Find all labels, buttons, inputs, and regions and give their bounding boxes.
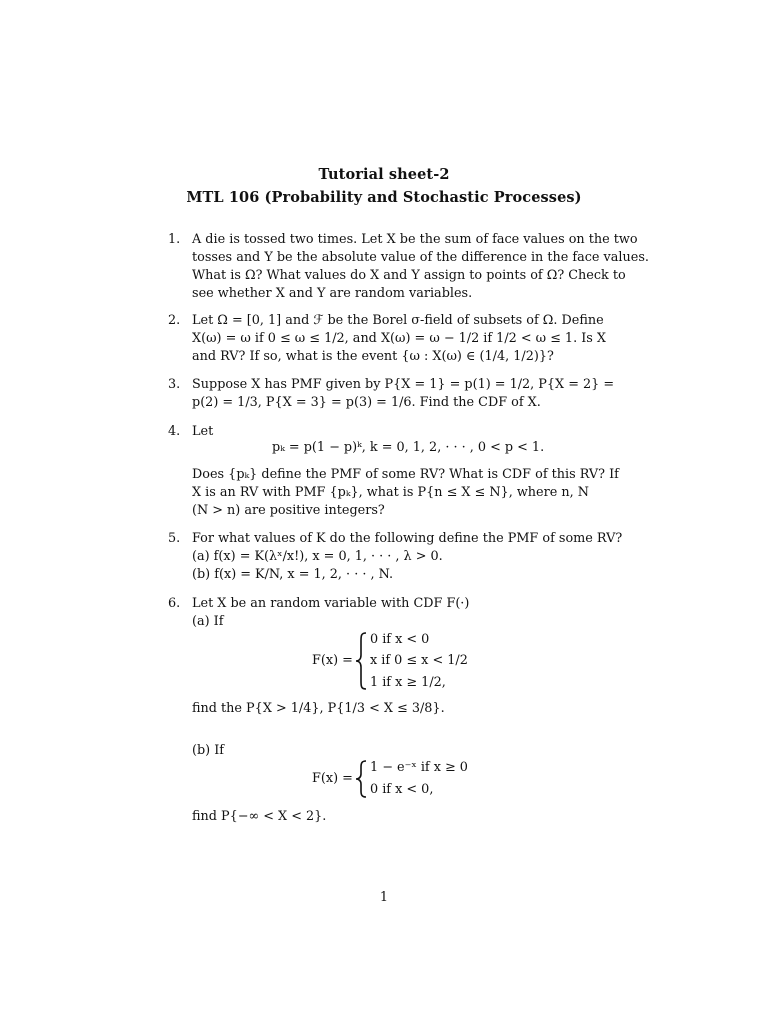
question-text-line: What is Ω? What values do X and Y assign to points of Ω? Check to	[192, 268, 626, 283]
pmf-formula: pₖ = p(1 − p)ᵏ, k = 0, 1, 2, · · · , 0 < p < 1.	[272, 440, 545, 455]
left-brace-icon	[355, 631, 369, 691]
question-text-line: A die is tossed two times. Let X be the sum of face values on the two	[192, 232, 638, 247]
question-number: 5.	[168, 531, 181, 546]
question-text-line: (b) f(x) = K/N, x = 1, 2, · · · , N.	[192, 567, 394, 582]
question-text-line: Let Ω = [0, 1] and ℱ be the Borel σ-field of subsets of Ω. Define	[192, 313, 604, 328]
question-text-line: see whether X and Y are random variables.	[192, 286, 473, 301]
piecewise-lhs-b: F(x) =	[312, 771, 353, 786]
question-text-line: (b) If	[192, 743, 225, 758]
question-text-line: Does {pₖ} define the PMF of some RV? What is CDF of this RV? If	[192, 467, 619, 482]
question-text-line: (a) If	[192, 614, 224, 629]
question-number: 2.	[168, 313, 181, 328]
question-text-line: (N > n) are positive integers?	[192, 503, 385, 518]
question-number: 6.	[168, 596, 181, 611]
sheet-title: Tutorial sheet-2	[318, 166, 450, 183]
question-text-line: and RV? If so, what is the event {ω : X(ω) ∈ (1/4, 1/2)}?	[192, 349, 554, 364]
question-number: 4.	[168, 424, 181, 439]
piecewise-case: 1 if x ≥ 1/2,	[370, 675, 446, 690]
piecewise-case: 0 if x < 0,	[370, 782, 434, 797]
page-number: 1	[379, 890, 389, 905]
question-text-line: find the P{X > 1/4}, P{1/3 < X ≤ 3/8}.	[192, 701, 445, 716]
question-text-line: p(2) = 1/3, P{X = 3} = p(3) = 1/6. Find the CDF of X.	[192, 395, 541, 410]
question-text-line: Let X be an random variable with CDF F(·)	[192, 596, 470, 611]
piecewise-case: 0 if x < 0	[370, 632, 430, 647]
piecewise-case: 1 − e⁻ˣ if x ≥ 0	[370, 760, 468, 775]
question-number: 3.	[168, 377, 181, 392]
question-text-line: Suppose X has PMF given by P{X = 1} = p(1) = 1/2, P{X = 2} =	[192, 377, 615, 392]
question-intro: Let	[192, 424, 214, 439]
piecewise-case: x if 0 ≤ x < 1/2	[370, 653, 468, 668]
piecewise-lhs-a: F(x) =	[312, 653, 353, 668]
left-brace-icon	[355, 759, 369, 799]
question-number: 1.	[168, 232, 181, 247]
course-title: MTL 106 (Probability and Stochastic Processes)	[186, 189, 582, 206]
question-text-line: X(ω) = ω if 0 ≤ ω ≤ 1/2, and X(ω) = ω − 1/2 if 1/2 < ω ≤ 1. Is X	[192, 331, 607, 346]
question-text-line: find P{−∞ < X < 2}.	[192, 809, 327, 824]
question-text-line: X is an RV with PMF {pₖ}, what is P{n ≤ X ≤ N}, where n, N	[192, 485, 589, 500]
question-text-line: (a) f(x) = K(λˣ/x!), x = 0, 1, · · · , λ > 0.	[192, 549, 443, 564]
question-text-line: For what values of K do the following define the PMF of some RV?	[192, 531, 623, 546]
question-text-line: tosses and Y be the absolute value of the difference in the face values.	[192, 250, 649, 265]
